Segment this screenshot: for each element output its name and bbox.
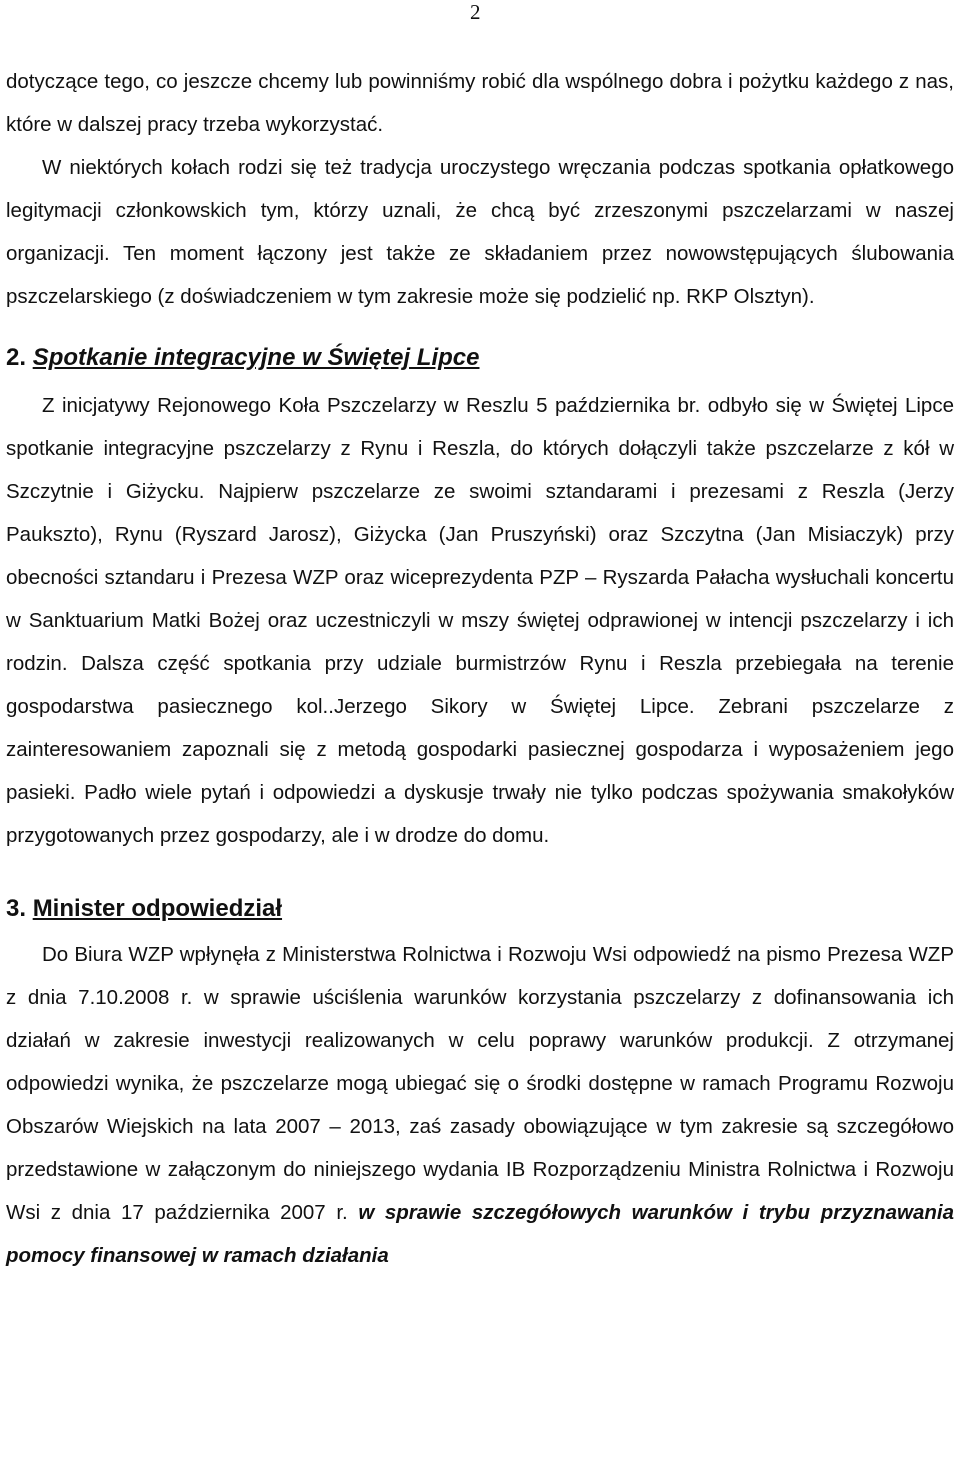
section-2-heading bbox=[6, 338, 954, 378]
section-3-title: Minister odpowiedział bbox=[32, 895, 283, 922]
paragraph-continuation: dotyczące tego, co jeszcze chcemy lub powinniśmy robić dla wspólnego dobra i pożytku każdego z nas, które w dalszej pracy trzeba wykorzystać. bbox=[6, 70, 954, 136]
document-body bbox=[6, 60, 954, 1277]
section-3-body bbox=[6, 933, 954, 1277]
paragraph-tradition: W niektórych kołach rodzi się też tradycja uroczystego wręczania podczas spotkania opłatkowego legitymacji członkowskich tym, którzy uznali, że chcą być zrzeszonymi pszczelarzami w naszej organizacji. Ten moment łączony jest także ze składaniem przez nowowstępujących ślubowania pszczelarskiego (z doświadczeniem w tym zakresie może się podzielić np. RKP Olsztyn). bbox=[6, 156, 954, 308]
section-3-heading bbox=[6, 889, 954, 929]
section-3-body-emphasis: w sprawie szczegółowych warunków i trybu przyznawania pomocy finansowej w ramach działania bbox=[6, 1201, 954, 1267]
section-3-number: 3. bbox=[6, 895, 27, 922]
page-number: 2 bbox=[470, 0, 481, 24]
section-2-body: Z inicjatywy Rejonowego Koła Pszczelarzy w Reszlu 5 października br. odbyło się w Świętej Lipce spotkanie integracyjne pszczelarzy z Rynu i Reszla, do których dołączyli także pszczelarze z kół w Szczytnie i Giżycku. Najpierw pszczelarze ze swoimi sztandarami i prezesami z Reszla (Jerzy Paukszto), Rynu (Ryszard Jarosz), Giżycka (Jan Pruszyński) oraz Szczytna (Jan Misiaczyk) przy obecności sztandaru i Prezesa WZP oraz wiceprezydenta PZP – Ryszarda Pałacha wysłuchali koncertu w Sanktuarium Matki Bożej oraz uczestniczyli w mszy świętej odprawionej w intencji pszczelarzy i ich rodzin. Dalsza część spotkania przy udziale burmistrzów Rynu i Reszla przebiegała na terenie gospodarstwa pasiecznego kol..Jerzego Sikory w Świętej Lipce. Zebrani pszczelarze z zainteresowaniem zapoznali się z metodą gospodarki pasiecznej gospodarza i wyposażeniem jego pasieki. Padło wiele pytań i odpowiedzi a dyskusje trwały nie tylko podczas spożywania smakołyków przygotowanych przez gospodarzy, ale i w drodze do domu. bbox=[6, 394, 954, 847]
section-2-number: 2. bbox=[6, 344, 27, 371]
section-2-title: Spotkanie integracyjne w Świętej Lipce bbox=[32, 344, 480, 371]
section-3-body-text: Do Biura WZP wpłynęła z Ministerstwa Rolnictwa i Rozwoju Wsi odpowiedź na pismo Prezesa WZP z dnia 7.10.2008 r. w sprawie uściślenia warunków korzystania pszczelarzy z dofinansowania ich działań w zakresie inwestycji realizowanych w celu poprawy warunków produkcji. Z otrzymanej odpowiedzi wynika, że pszczelarze mogą ubiegać się o środki dostępne w ramach Programu Rozwoju Obszarów Wiejskich na lata 2007 – 2013, zaś zasady obowiązujące w tym zakresie są szczegółowo przedstawione w załączonym do niniejszego wydania IB Rozporządzeniu Ministra Rolnictwa i Rozwoju Wsi z dnia 17 października 2007 r. bbox=[6, 943, 954, 1224]
